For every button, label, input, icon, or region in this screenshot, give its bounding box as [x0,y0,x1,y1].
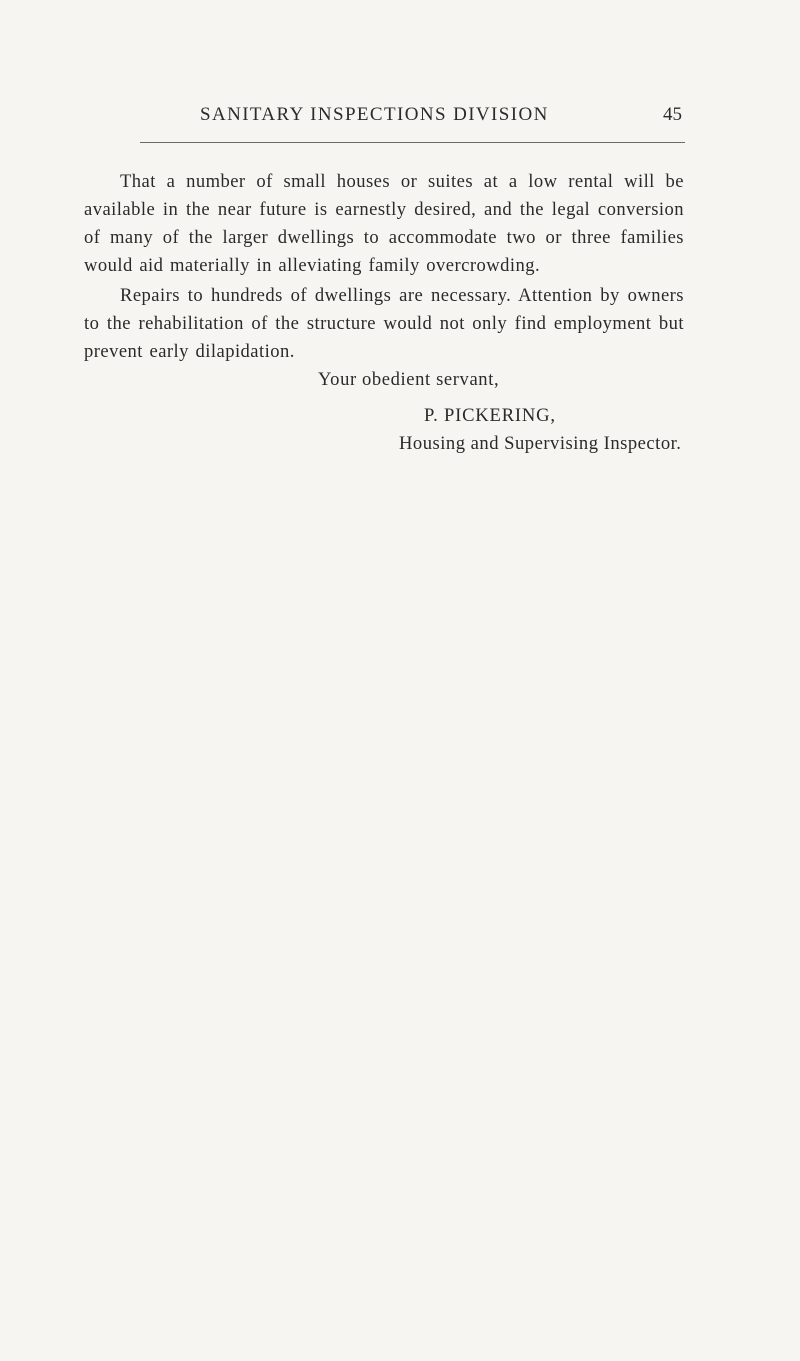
header-rule [140,142,685,143]
paragraph-text: That a number of small houses or suites at a low rental will be available in the near future is earnestly desired, and the legal conversion of many of the larger dwellings to accommodate two or three families would aid materially in alleviating family overcrowding. [84,171,684,276]
paragraph [84,168,684,280]
signature-title: Housing and Supervising Inspector. [399,433,682,454]
paragraph-text: Repairs to hundreds of dwellings are necessary. Attention by owners to the rehabilitation of the structure would not only find employment but prevent early dilapidation. [84,285,684,362]
paragraph [84,282,684,366]
signature-name: P. PICKERING, [424,405,556,426]
running-head: SANITARY INSPECTIONS DIVISION [200,104,549,125]
page-number: 45 [663,104,682,125]
letter-closing: Your obedient servant, [318,369,500,390]
